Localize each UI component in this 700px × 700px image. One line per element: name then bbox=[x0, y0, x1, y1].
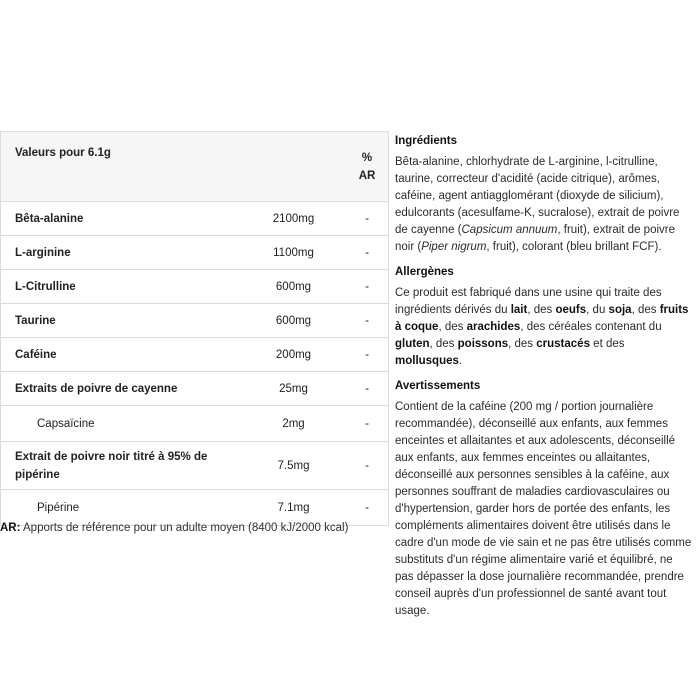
nutrient-amount: 25mg bbox=[241, 372, 346, 406]
table-row bbox=[1, 372, 389, 406]
nutrient-name: Caféine bbox=[1, 338, 242, 372]
footnote-label: AR: bbox=[0, 522, 21, 534]
allergens-text-part: , du bbox=[586, 304, 609, 316]
nutrient-ar: - bbox=[346, 270, 389, 304]
allergen-item: arachides bbox=[466, 321, 521, 333]
table-row bbox=[1, 270, 389, 304]
allergens-text-part: et des bbox=[589, 338, 625, 350]
allergen-item: fruits à coque bbox=[395, 304, 689, 333]
allergen-item: lait bbox=[510, 304, 528, 316]
ingredients-latin-name: Piper nigrum bbox=[421, 241, 487, 253]
nutrient-amount: 600mg bbox=[241, 270, 346, 304]
allergen-item: poissons bbox=[457, 338, 509, 350]
nutrient-ar: - bbox=[346, 372, 389, 406]
allergens-text-part: , des bbox=[527, 304, 556, 316]
nutrient-sub-name: Pipérine bbox=[1, 490, 242, 526]
nutrient-amount: 2mg bbox=[241, 406, 346, 442]
table-row-sub bbox=[1, 406, 389, 442]
nutrition-table bbox=[0, 131, 389, 526]
nutrient-ar: - bbox=[346, 338, 389, 372]
nutrient-ar: - bbox=[346, 202, 389, 236]
nutrient-ar: - bbox=[346, 442, 389, 490]
nutrient-name: L-Citrulline bbox=[1, 270, 242, 304]
nutrient-amount: 200mg bbox=[241, 338, 346, 372]
ingredients-heading: Ingrédients bbox=[395, 135, 457, 147]
nutrient-name: Taurine bbox=[1, 304, 242, 338]
nutrient-ar: - bbox=[346, 406, 389, 442]
table-row bbox=[1, 304, 389, 338]
nutrient-name: Extrait de poivre noir titré à 95% de pipérine bbox=[1, 442, 242, 490]
product-info-panel bbox=[395, 133, 693, 628]
header-ar-cell bbox=[346, 132, 389, 202]
allergens-text-part: , des céréales contenant du bbox=[520, 321, 662, 333]
table-row bbox=[1, 236, 389, 270]
allergen-item: crustacés bbox=[536, 338, 590, 350]
table-row bbox=[1, 202, 389, 236]
allergens-text-part: , des bbox=[631, 304, 660, 316]
allergens-heading: Allergènes bbox=[395, 266, 454, 278]
ingredients-text-part: , fruit), colorant (bleu brillant FCF). bbox=[486, 241, 662, 253]
table-header-row bbox=[1, 132, 389, 202]
ingredients-latin-name: Capsicum annuum bbox=[461, 224, 558, 236]
table-row-sub bbox=[1, 490, 389, 526]
allergen-item: soja bbox=[608, 304, 632, 316]
table-row bbox=[1, 338, 389, 372]
allergen-item: gluten bbox=[395, 338, 430, 350]
nutrient-amount: 1100mg bbox=[241, 236, 346, 270]
allergen-item: oeufs bbox=[555, 304, 587, 316]
allergens-text-part: Ce produit est fabriqué dans une usine qui traite des ingrédients dérivés du bbox=[395, 287, 662, 316]
allergens-text-part: . bbox=[458, 355, 463, 367]
nutrient-sub-name: Capsaïcine bbox=[1, 406, 242, 442]
allergens-text-part: , des bbox=[429, 338, 458, 350]
nutrient-ar: - bbox=[346, 236, 389, 270]
warnings-text: Contient de la caféine (200 mg / portion journalière recommandée), déconseillé aux enfants, aux femmes enceintes et allaitantes et aux adolescents, déconseillé aux enfants, aux femmes enceintes ou allaitantes, déconseillé aux personnes sensibles à la caféine, aux personnes souffrant de maladies cardiovasculaires ou d'hypertension, garder hors de portée des enfants, les compléments alimentaires doivent être utilisés dans le cadre d'un mode de vie sain et ne pas être utilisés comme substituts d'un régime alimentaire varié et équilibré, ne pas dépasser la dose journalière recommandée, prendre conseil auprès d'un professionnel de santé avant tout usage. bbox=[395, 401, 692, 617]
ingredients-text-part: Bêta-alanine, chlorhydrate de L-arginine, l-citrulline, taurine, correcteur d'acidité (acide citrique), arômes, caféine, agent antiagglomérant (dioxyde de silicium), edulcorants (acesulfame-K, sucralose), extrait de poivre de cayenne ( bbox=[395, 156, 680, 236]
header-serving-label: Valeurs pour 6.1g bbox=[1, 132, 242, 202]
nutrient-amount: 600mg bbox=[241, 304, 346, 338]
nutrient-ar: - bbox=[346, 304, 389, 338]
table-row bbox=[1, 442, 389, 490]
ar-footnote bbox=[0, 522, 380, 534]
warnings-heading: Avertissements bbox=[395, 380, 481, 392]
header-ar-percent: % bbox=[361, 152, 373, 164]
nutrient-name: Extraits de poivre de cayenne bbox=[1, 372, 242, 406]
ingredients-text-part: , fruit), extrait de poivre noir ( bbox=[395, 224, 675, 253]
footnote-text: Apports de référence pour un adulte moyen (8400 kJ/2000 kcal) bbox=[20, 522, 349, 534]
nutrient-amount: 7.1mg bbox=[241, 490, 346, 526]
header-amount-cell bbox=[241, 132, 346, 202]
allergens-text-part: , des bbox=[508, 338, 537, 350]
nutrient-amount: 2100mg bbox=[241, 202, 346, 236]
nutrient-name: Bêta-alanine bbox=[1, 202, 242, 236]
allergen-item: mollusques bbox=[395, 355, 459, 367]
allergens-text-part: , des bbox=[438, 321, 467, 333]
nutrient-ar: - bbox=[346, 490, 389, 526]
nutrient-amount: 7.5mg bbox=[241, 442, 346, 490]
ingredients-text bbox=[395, 154, 693, 256]
header-ar-label: AR bbox=[358, 170, 376, 182]
allergens-text bbox=[395, 285, 693, 370]
nutrient-name: L-arginine bbox=[1, 236, 242, 270]
